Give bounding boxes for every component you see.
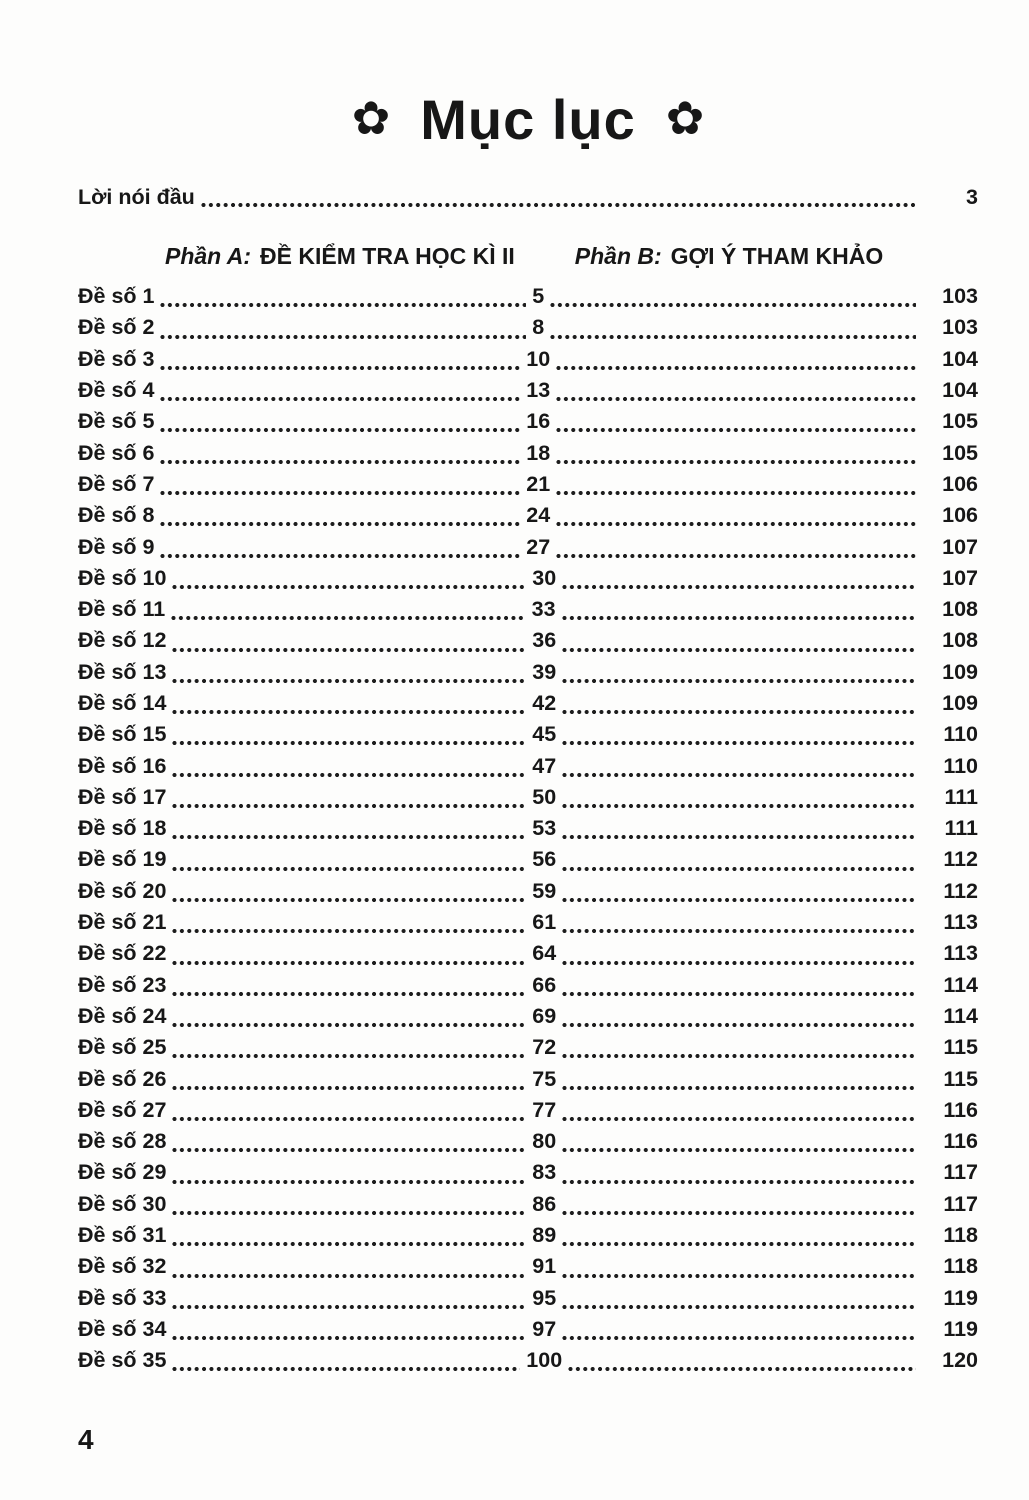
toc-row — [78, 750, 978, 781]
toc-entry-page-a: 95 — [532, 1285, 557, 1310]
dotted-leader — [562, 647, 916, 653]
dotted-leader — [172, 897, 526, 903]
dotted-leader — [172, 709, 526, 715]
dotted-leader — [172, 1304, 526, 1310]
toc-entry-page-b: 118 — [943, 1254, 979, 1279]
dotted-leader — [562, 615, 916, 621]
toc-entry-label: Đề số 14 — [78, 691, 167, 715]
dotted-leader — [172, 866, 526, 872]
toc-row — [78, 688, 978, 719]
dotted-leader — [562, 928, 916, 934]
toc-entry-page-a: 30 — [532, 565, 557, 590]
section-b-prefix: Phần B: — [574, 242, 662, 269]
page-title: Mục lục — [420, 88, 636, 151]
dotted-leader — [172, 834, 526, 840]
toc-entry-page-a: 66 — [532, 972, 557, 997]
toc-row — [78, 312, 978, 343]
toc-entry-label: Đề số 32 — [78, 1254, 167, 1279]
dotted-leader — [172, 1022, 526, 1028]
dotted-leader — [562, 991, 916, 997]
toc-entry-page-a: 8 — [532, 315, 545, 340]
dotted-leader — [172, 584, 526, 590]
toc-row — [78, 563, 978, 594]
dotted-leader — [556, 396, 916, 402]
toc-entry-page-b: 103 — [942, 284, 979, 309]
dotted-leader — [562, 709, 916, 715]
dotted-leader — [556, 427, 916, 433]
dotted-leader — [172, 1179, 526, 1185]
toc-rows — [78, 281, 978, 1376]
dotted-leader — [201, 202, 916, 208]
toc-entry-label: Đề số 3 — [78, 346, 155, 371]
toc-entry-label: Đề số 30 — [78, 1191, 167, 1216]
toc-entry-label: Đề số 17 — [78, 784, 167, 809]
toc-row — [78, 1126, 978, 1157]
toc-entry-page-b: 119 — [943, 1316, 979, 1341]
dotted-leader — [556, 553, 916, 559]
toc-entry-label: Đề số 4 — [78, 378, 155, 403]
dotted-leader — [172, 1210, 526, 1216]
toc-entry-page-b: 107 — [942, 534, 978, 559]
toc-entry-page-a: 77 — [532, 1097, 557, 1122]
dotted-leader — [160, 490, 520, 496]
dotted-leader — [172, 1273, 526, 1279]
toc-entry-label: Đề số 33 — [78, 1285, 167, 1310]
toc-entry-page-a: 59 — [532, 878, 557, 903]
toc-entry-page-b: 111 — [944, 816, 979, 841]
dotted-leader — [172, 1147, 526, 1153]
dotted-leader — [562, 1085, 916, 1091]
dotted-leader — [562, 1179, 916, 1185]
toc-entry-page-b: 115 — [943, 1035, 979, 1060]
toc-entry-page-b: 107 — [942, 565, 979, 590]
toc-row — [78, 1189, 978, 1220]
dotted-leader — [562, 803, 916, 809]
toc-entry-page-a: 16 — [526, 409, 551, 434]
dotted-leader — [550, 334, 916, 340]
section-a-heading — [165, 243, 515, 270]
toc-entry-label: Đề số 2 — [78, 315, 155, 340]
toc-entry-page-a: 10 — [526, 346, 551, 371]
toc-entry-page-b: 111 — [944, 784, 979, 809]
toc-entry-page-b: 106 — [942, 471, 978, 496]
toc-entry-page-a: 100 — [526, 1348, 563, 1373]
dotted-leader — [562, 834, 916, 840]
dotted-leader — [172, 1053, 526, 1059]
dotted-leader — [160, 521, 520, 527]
dotted-leader — [172, 678, 526, 684]
dotted-leader — [568, 1366, 916, 1372]
dotted-leader — [562, 1335, 916, 1341]
toc-entry-label: Đề số 6 — [78, 440, 155, 465]
toc-entry-page-a: 64 — [532, 941, 557, 966]
preface-label: Lời nói đầu — [78, 184, 195, 209]
toc-row — [78, 1283, 978, 1314]
toc-entry-page-a: 69 — [532, 1003, 557, 1028]
dotted-leader — [172, 1085, 526, 1091]
dotted-leader — [556, 521, 916, 527]
dotted-leader — [172, 1116, 526, 1122]
toc-entry-page-b: 112 — [943, 878, 979, 903]
dotted-leader — [562, 1273, 916, 1279]
dotted-leader — [172, 740, 526, 746]
dotted-leader — [160, 553, 520, 559]
toc-row — [78, 281, 978, 312]
dotted-leader — [160, 459, 520, 465]
dotted-leader — [172, 991, 526, 997]
toc-entry-page-a: 42 — [532, 691, 557, 715]
dotted-leader — [562, 678, 916, 684]
dotted-leader — [171, 615, 525, 621]
toc-row — [78, 531, 978, 562]
section-b-heading — [575, 243, 883, 270]
toc-row — [78, 500, 978, 531]
toc-entry-page-a: 61 — [532, 910, 557, 935]
dotted-leader — [556, 490, 916, 496]
toc-entry-page-a: 91 — [532, 1254, 557, 1279]
toc-entry-page-a: 5 — [532, 284, 545, 309]
toc-entry-page-a: 33 — [531, 597, 556, 622]
toc-row — [78, 437, 978, 468]
toc-row — [78, 1032, 978, 1063]
toc-entry-label: Đề số 26 — [78, 1066, 167, 1091]
toc-entry-page-a: 24 — [526, 503, 551, 528]
preface-page-number: 3 — [966, 184, 978, 209]
section-a-title: ĐỀ KIỂM TRA HỌC KÌ II — [260, 242, 515, 269]
dotted-leader — [556, 459, 916, 465]
dotted-leader — [562, 866, 916, 872]
toc-entry-label: Đề số 8 — [78, 503, 155, 528]
toc-entry-page-a: 75 — [532, 1066, 557, 1091]
dotted-leader — [562, 897, 916, 903]
toc-entry-label: Đề số 31 — [78, 1223, 167, 1248]
toc-entry-page-a: 80 — [532, 1129, 557, 1154]
toc-row — [78, 594, 978, 625]
toc-entry-page-b: 120 — [942, 1348, 978, 1373]
dotted-leader — [562, 1022, 916, 1028]
dotted-leader — [562, 584, 916, 590]
toc-entry-page-b: 110 — [943, 753, 979, 778]
toc-entry-page-a: 50 — [532, 784, 557, 809]
toc-entry-page-b: 109 — [942, 659, 979, 684]
toc-row — [78, 907, 978, 938]
toc-entry-page-b: 115 — [943, 1066, 979, 1091]
toc-entry-label: Đề số 20 — [78, 878, 167, 903]
toc-entry-label: Đề số 12 — [78, 628, 167, 653]
toc-entry-page-a: 56 — [532, 847, 557, 872]
toc-entry-label: Đề số 9 — [78, 534, 155, 559]
toc-entry-page-b: 105 — [942, 440, 978, 465]
toc-entry-label: Đề số 18 — [78, 816, 167, 841]
dotted-leader — [562, 1210, 916, 1216]
toc-row — [78, 406, 978, 437]
toc-entry-label: Đề số 23 — [78, 972, 167, 997]
flower-icon: ✿ — [351, 92, 391, 144]
toc-entry-page-a: 72 — [532, 1035, 557, 1060]
toc-entry-page-a: 47 — [532, 753, 557, 778]
toc-row — [78, 719, 978, 750]
toc-row — [78, 970, 978, 1001]
toc-row — [78, 1251, 978, 1282]
dotted-leader — [562, 1116, 916, 1122]
section-headers — [78, 238, 978, 274]
toc-entry-page-a: 89 — [532, 1223, 557, 1248]
dotted-leader — [172, 1241, 526, 1247]
toc-entry-label: Đề số 25 — [78, 1035, 167, 1060]
toc-entry-label: Đề số 24 — [78, 1003, 167, 1028]
toc-entry-label: Đề số 35 — [78, 1348, 167, 1373]
dotted-leader — [562, 1241, 916, 1247]
toc-entry-page-b: 113 — [943, 910, 979, 935]
dotted-leader — [562, 740, 916, 746]
toc-entry-page-b: 106 — [942, 503, 978, 528]
toc-entry-page-b: 104 — [942, 346, 978, 371]
toc-row — [78, 876, 978, 907]
toc-entry-label: Đề số 16 — [78, 753, 167, 778]
toc-entry-page-b: 110 — [943, 722, 979, 747]
toc-row — [78, 1345, 978, 1376]
dotted-leader — [172, 928, 526, 934]
preface-entry — [78, 182, 978, 212]
toc-entry-page-a: 53 — [532, 816, 557, 841]
toc-entry-label: Đề số 29 — [78, 1160, 167, 1185]
toc-entry-label: Đề số 10 — [78, 565, 167, 590]
section-a-prefix: Phần A: — [165, 242, 252, 269]
toc-row — [78, 625, 978, 656]
dotted-leader — [562, 1053, 916, 1059]
toc-row — [78, 1001, 978, 1032]
toc-entry-page-b: 105 — [942, 409, 978, 434]
toc-entry-page-a: 97 — [532, 1316, 557, 1341]
toc-entry-page-a: 36 — [532, 628, 557, 653]
toc-entry-page-b: 116 — [943, 1097, 979, 1122]
toc-row — [78, 657, 978, 688]
dotted-leader — [556, 365, 916, 371]
dotted-leader — [562, 960, 916, 966]
dotted-leader — [562, 1147, 916, 1153]
dotted-leader — [172, 960, 526, 966]
toc-entry-page-b: 108 — [942, 597, 979, 622]
toc-entry-label: Đề số 1 — [78, 284, 155, 309]
dotted-leader — [160, 427, 520, 433]
toc-entry-label: Đề số 11 — [78, 597, 166, 622]
toc-entry-label: Đề số 28 — [78, 1129, 167, 1154]
toc-entry-page-a: 83 — [532, 1160, 557, 1185]
toc-row — [78, 344, 978, 375]
toc-entry-label: Đề số 22 — [78, 941, 167, 966]
toc-entry-page-b: 117 — [943, 1191, 979, 1216]
toc-entry-label: Đề số 27 — [78, 1097, 167, 1122]
toc-row — [78, 938, 978, 969]
section-b-title: GỢI Ý THAM KHẢO — [670, 242, 884, 269]
toc-entry-page-b: 114 — [943, 972, 979, 997]
dotted-leader — [172, 1335, 526, 1341]
dotted-leader — [562, 772, 916, 778]
toc-row — [78, 813, 978, 844]
toc-row — [78, 844, 978, 875]
toc-entry-page-a: 27 — [526, 534, 551, 559]
toc-row — [78, 375, 978, 406]
dotted-leader — [160, 365, 520, 371]
footer-page-number: 4 — [78, 1424, 94, 1455]
toc-entry-label: Đề số 5 — [78, 409, 155, 434]
toc-row — [78, 469, 978, 500]
toc-entry-page-b: 114 — [943, 1003, 979, 1028]
toc-entry-page-a: 86 — [532, 1191, 557, 1216]
toc-entry-label: Đề số 19 — [78, 847, 167, 872]
toc-entry-label: Đề số 21 — [78, 910, 167, 935]
dotted-leader — [160, 302, 526, 308]
toc-entry-page-b: 109 — [942, 691, 979, 715]
toc-entry-page-b: 112 — [943, 847, 979, 872]
toc-entry-page-b: 116 — [943, 1129, 979, 1154]
dotted-leader — [562, 1304, 916, 1310]
flower-icon: ✿ — [665, 92, 705, 144]
toc-entry-page-a: 45 — [532, 722, 557, 747]
toc-entry-page-b: 117 — [943, 1160, 979, 1185]
toc-entry-label: Đề số 15 — [78, 722, 167, 747]
toc-row — [78, 1220, 978, 1251]
toc-row — [78, 1063, 978, 1094]
toc-entry-label: Đề số 13 — [78, 659, 167, 684]
dotted-leader — [172, 803, 526, 809]
toc-row — [78, 1314, 978, 1345]
toc-row — [78, 1095, 978, 1126]
toc-entry-page-a: 39 — [532, 659, 557, 684]
dotted-leader — [160, 334, 526, 340]
toc-entry-page-b: 108 — [942, 628, 979, 653]
toc-entry-label: Đề số 7 — [78, 471, 155, 496]
toc-entry-label: Đề số 34 — [78, 1316, 167, 1341]
toc-row — [78, 782, 978, 813]
toc-entry-page-b: 103 — [942, 315, 979, 340]
toc-entry-page-a: 18 — [526, 440, 551, 465]
toc-row — [78, 1157, 978, 1188]
page-title-row — [78, 0, 978, 151]
dotted-leader — [172, 772, 526, 778]
toc-entry-page-a: 13 — [526, 378, 551, 403]
dotted-leader — [550, 302, 916, 308]
dotted-leader — [172, 1366, 520, 1372]
toc-entry-page-b: 118 — [943, 1223, 979, 1248]
toc-entry-page-b: 119 — [943, 1285, 979, 1310]
dotted-leader — [172, 647, 526, 653]
toc-entry-page-a: 21 — [526, 471, 551, 496]
toc-entry-page-b: 104 — [942, 378, 978, 403]
toc-entry-page-b: 113 — [943, 941, 979, 966]
dotted-leader — [160, 396, 520, 402]
